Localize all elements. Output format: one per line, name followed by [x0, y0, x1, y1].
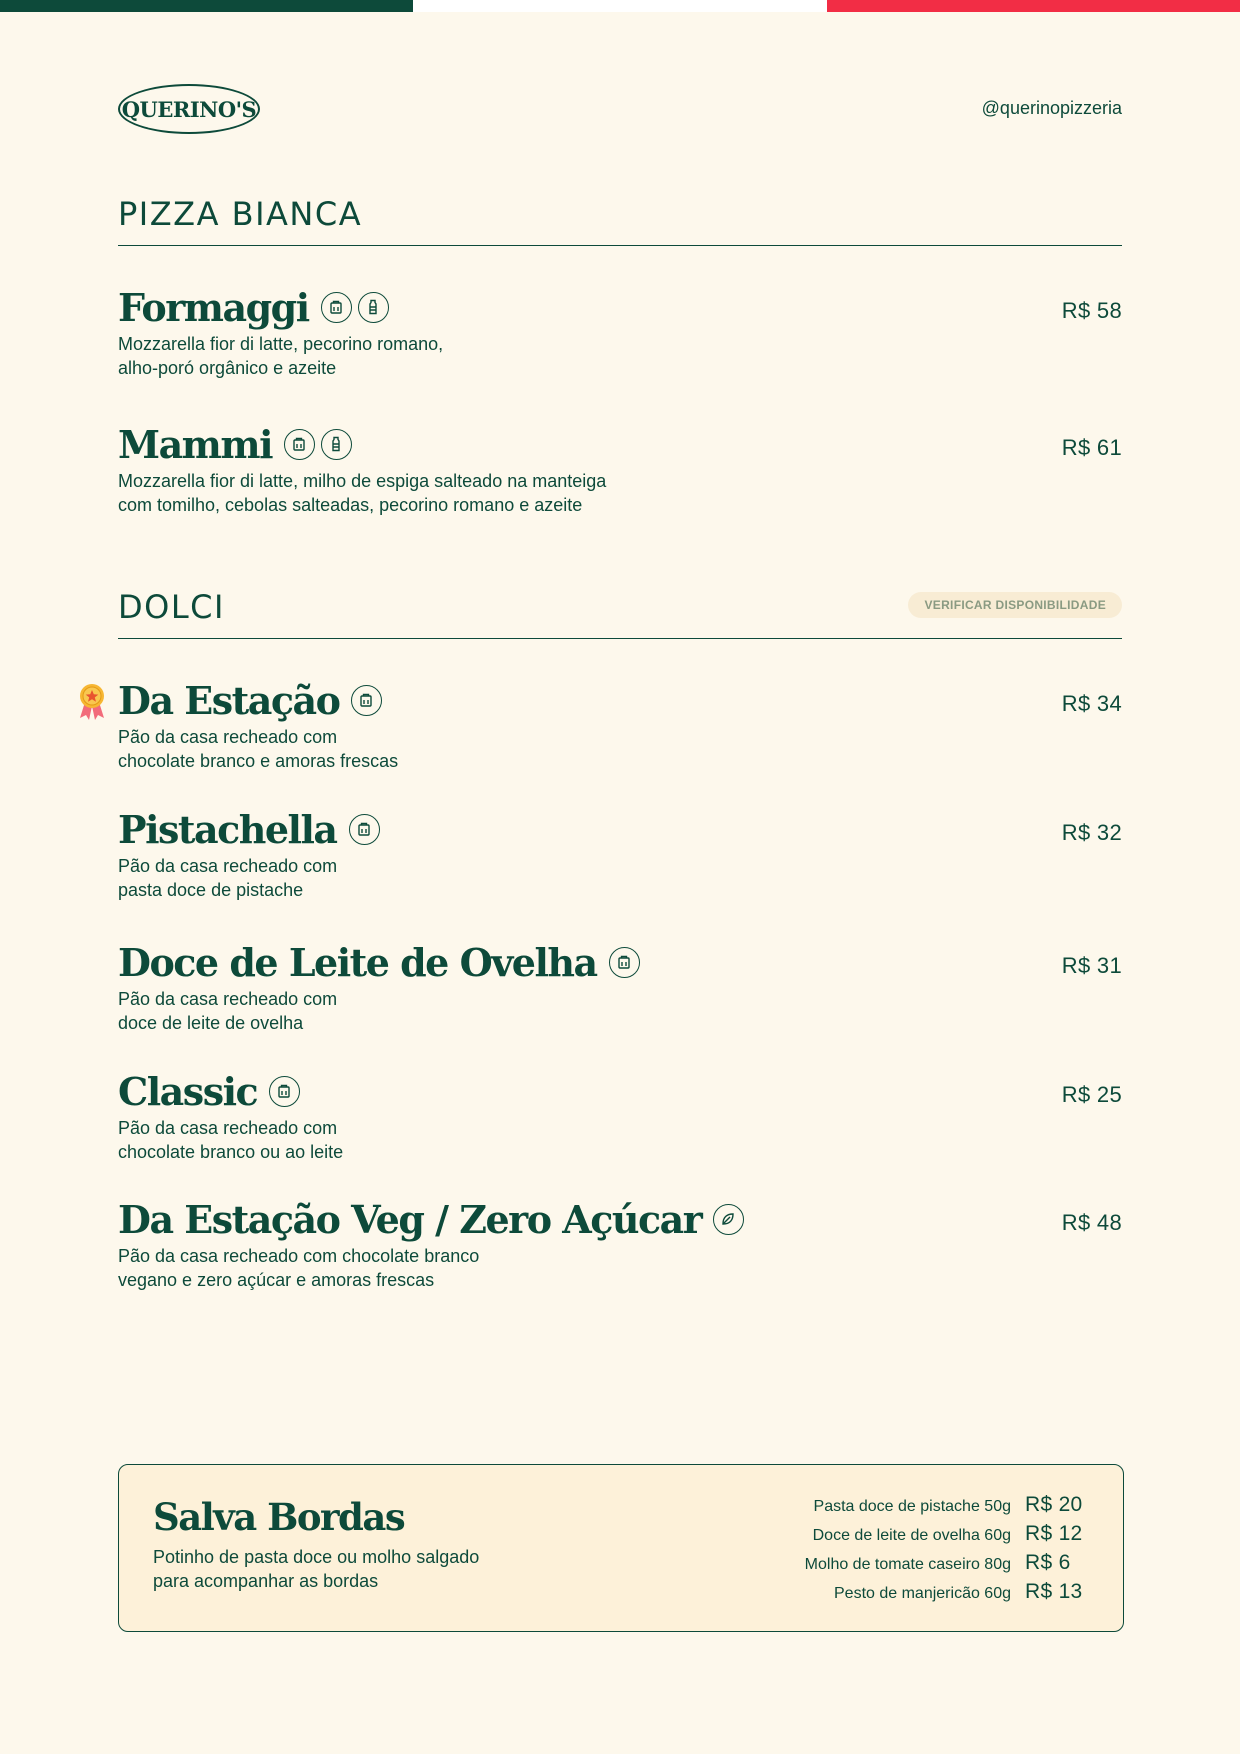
flag-red-stripe — [827, 0, 1240, 12]
item-price: R$ 58 — [1061, 298, 1122, 323]
description-line: Mozzarella fior di latte, pecorino romano, — [118, 334, 444, 354]
bag-icon — [351, 685, 382, 716]
description-line: com tomilho, cebolas salteadas, pecorino romano e azeite — [118, 495, 583, 515]
header — [118, 84, 1122, 136]
list-item — [805, 1522, 1089, 1551]
item-name: Doce de Leite de Ovelha — [118, 939, 597, 985]
salva-bordas-description — [153, 1545, 573, 1593]
item-price: R$ 32 — [1061, 820, 1122, 845]
querinos-logo: QUERINO'S — [118, 84, 260, 134]
availability-badge: VERIFICAR DISPONIBILIDADE — [908, 592, 1122, 618]
addon-price: R$ 13 — [1025, 1580, 1083, 1603]
salva-bordas-list — [805, 1493, 1089, 1609]
salva-bordas-title: Salva Bordas — [153, 1495, 405, 1539]
bag-icon — [284, 429, 315, 460]
description-line: Potinho de pasta doce ou molho salgado — [153, 1547, 480, 1567]
item-name: Da Estação Veg / Zero Açúcar — [118, 1196, 702, 1242]
menu-item-mammi — [118, 421, 1122, 517]
description-line: para acompanhar as bordas — [153, 1571, 379, 1591]
section-title: PIZZA BIANCA — [118, 195, 363, 233]
description-line: Pão da casa recheado com — [118, 989, 338, 1009]
addon-name: Pesto de manjericão 60g — [834, 1585, 1011, 1602]
item-name: Classic — [118, 1068, 258, 1114]
list-item — [805, 1551, 1089, 1580]
description-line: Pão da casa recheado com — [118, 727, 338, 747]
italian-flag-bar — [0, 0, 1240, 12]
item-price: R$ 48 — [1061, 1210, 1122, 1235]
bag-icon — [349, 814, 380, 845]
item-name: Mammi — [118, 421, 273, 467]
instagram-handle: @querinopizzeria — [981, 98, 1122, 118]
bag-icon — [321, 292, 352, 323]
menu-item-pistachella — [118, 806, 1122, 902]
menu-item-doce-de-leite-de-ovelha — [118, 939, 1122, 1035]
award-medal-icon — [76, 682, 108, 722]
menu-item-classic — [118, 1068, 1122, 1164]
addon-name: Pasta doce de pistache 50g — [813, 1498, 1011, 1515]
item-price: R$ 25 — [1061, 1082, 1122, 1107]
item-price: R$ 31 — [1061, 953, 1122, 978]
item-description — [118, 854, 1122, 902]
description-line: Pão da casa recheado com — [118, 856, 338, 876]
list-item — [805, 1580, 1089, 1609]
item-name: Da Estação — [118, 677, 340, 723]
item-description — [118, 1116, 1122, 1164]
salva-bordas-box — [118, 1464, 1124, 1632]
item-name: Formaggi — [118, 284, 309, 330]
description-line: pasta doce de pistache — [118, 880, 304, 900]
section-pizza-bianca — [118, 195, 1122, 246]
description-line: doce de leite de ovelha — [118, 1013, 304, 1033]
bottle-icon — [358, 292, 389, 323]
item-price: R$ 34 — [1061, 691, 1122, 716]
addon-price: R$ 12 — [1025, 1522, 1083, 1545]
addon-name: Doce de leite de ovelha 60g — [812, 1527, 1011, 1544]
flag-white-stripe — [413, 0, 826, 12]
menu-item-da-estacao — [118, 677, 1122, 773]
item-description — [118, 469, 1122, 517]
addon-price: R$ 6 — [1025, 1551, 1071, 1574]
description-line: Pão da casa recheado com — [118, 1118, 338, 1138]
description-line: chocolate branco ou ao leite — [118, 1142, 344, 1162]
menu-item-da-estacao-veg — [118, 1196, 1122, 1292]
menu-item-formaggi — [118, 284, 1122, 380]
item-name: Pistachella — [118, 806, 337, 852]
item-description — [118, 1244, 1122, 1292]
section-title: DOLCI — [118, 588, 225, 626]
bag-icon — [269, 1076, 300, 1107]
description-line: Pão da casa recheado com chocolate branco — [118, 1246, 480, 1266]
description-line: alho-poró orgânico e azeite — [118, 358, 337, 378]
description-line: chocolate branco e amoras frescas — [118, 751, 399, 771]
item-price: R$ 61 — [1061, 435, 1122, 460]
section-dolci — [118, 588, 1122, 639]
item-description — [118, 332, 1122, 380]
list-item — [805, 1493, 1089, 1522]
description-line: vegano e zero açúcar e amoras frescas — [118, 1270, 435, 1290]
flag-green-stripe — [0, 0, 413, 12]
leaf-icon — [713, 1204, 744, 1235]
item-description — [118, 987, 1122, 1035]
bag-icon — [609, 947, 640, 978]
description-line: Mozzarella fior di latte, milho de espiga salteado na manteiga — [118, 471, 607, 491]
addon-name: Molho de tomate caseiro 80g — [804, 1556, 1011, 1573]
item-description — [118, 725, 1122, 773]
addon-price: R$ 20 — [1025, 1493, 1083, 1516]
bottle-icon — [321, 429, 352, 460]
